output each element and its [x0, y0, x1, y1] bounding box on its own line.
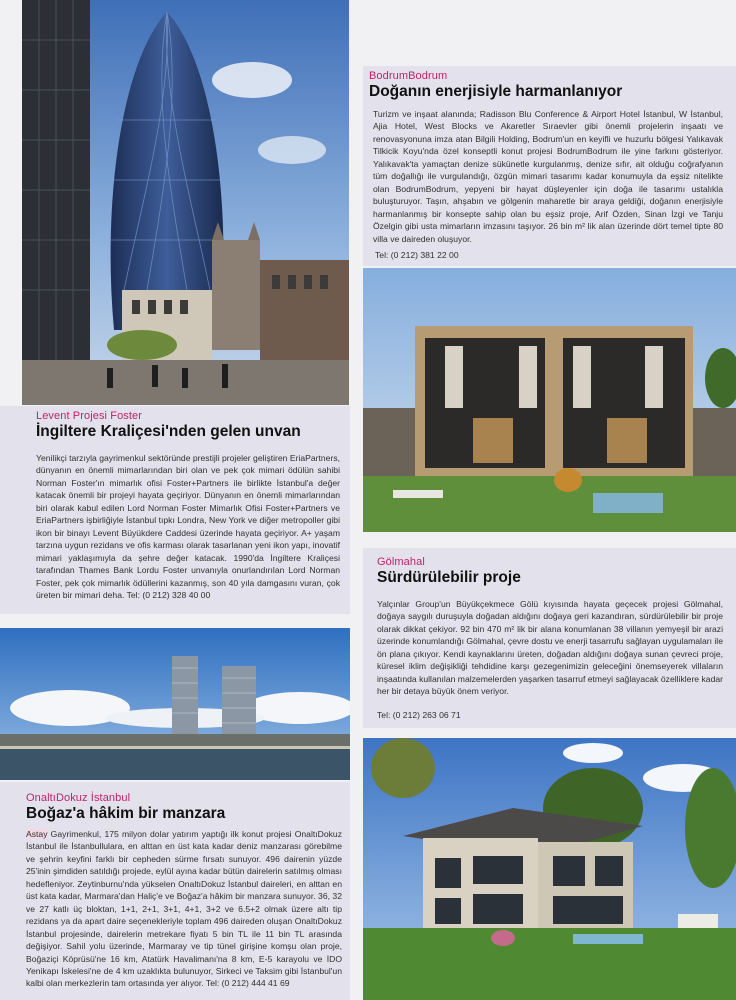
golmahal-kicker: Gölmahal [377, 556, 425, 568]
onaltidokuz-kicker: OnaltıDokuz İstanbul [26, 792, 131, 804]
bodrum-phone: Tel: (0 212) 381 22 00 [375, 250, 459, 260]
onaltidokuz-body [26, 828, 342, 990]
levent-phone: Tel: (0 212) 328 40 00 [126, 589, 211, 600]
bodrum-headline: Doğanın enerjisiyle harmanlanıyor [369, 83, 623, 100]
bodrum-villa-photo [363, 268, 736, 532]
onaltidokuz-body-text: Gayrimenkul, 175 milyon dolar yatırım yaptığı ilk konut projesi OnaltıDokuz İstanbul ile İstanbullulara, en alttan en üst kata kadar deniz manzarası görebilme ve şehrin keyfini farklı bir cepheden sürme fırsatı sunuyor. 496 dairenin yüzde 25'inin şimdiden satıldığı projede, eylül ayına kadar bütün dairelerin satılmış olması hedefleniyor. Zeytinburnu'nda yükselen OnaltıDokuz İstanbul daireleri, en alttan en üst kata kadar, Marmara'dan Haliç'e ve Boğaz'a hâkim bir manzara sunuyor. 36, 32 ve 27 katlı üç bloktan, 1+1, 2+1, 3+1, 4+1, 3+2 ve 6.5+2 olmak üzere altı tip rezidans ya da apart daire seçenekleriyle toplam 496 daireden oluşan OnaltıDokuz İstanbul projesinde, dairelerin metrekare fiyatı 5 bin TL ile 11 bin TL arasında değişiyor. Sahil yolu üzerinde, Marmaray ve tip tünel girişine komşu olan proje, Boğaziçi Köprüsü'ne 16 km, Atatürk Havalimanı'na 8 km, E-5 karayolu ve İDO Yenikapı İskelesi'ne de 4 km uzaklıkta bulunuyor, Sirkeci ve Taksim gibi İstanbul'un kalbi olan merkezlerin tam ortasında yer alıyor. [26, 829, 342, 989]
onaltidokuz-phone: Tel: (0 212) 444 41 69 [205, 978, 290, 989]
levent-body-text: Yenilikçi tarzıyla gayrimenkul sektöründe prestijli projeler geliştiren EriaPartners, dünyanın en önemli mimarlarından biri olan ve pek çok mimari ödülün sahibi Norman Foster'ın mimarlık ofisi Foster+Partners ile birlikte İstanbul'a değer katacak önemli bir projeyi hayata geçiriyor. Dünyanın en önemli mimarlarından biri olarak kabul edilen Lord Norman Foster Mimarlık Ofisi Foster+Partners ve EriaPartners işbirliğiyle İstanbul tıpkı Londra, New York ve diğer metropoller gibi ikon bir binayı Levent Büyükdere Caddesi üzerinde hayata geçiriyor. A+ yaşam tarzına uygun rezidans ve ofis karması olarak tasarlanan yeni ikon yapı, inovatif mimari yaklaşımıyla da şehre değer katacak. 1990'da İngiltere Kraliçesi tarafından Thames Bank Lordu Foster unvanıyla onurlandırılan Lord Norman Foster, pek çok mimarlık ödüllerini kazanmış, son 40 yıla damgasını vuran, çok üreten bir mimari deha. [36, 453, 340, 600]
levent-headline: İngiltere Kraliçesi'nden gelen unvan [36, 423, 301, 440]
bodrum-body: Turizm ve inşaat alanında; Radisson Blu Conference & Airport Hotel İstanbul, W İstanbul, Ajia Hotel, West Blocks ve Akaretler Sıraevler gibi önemli projelerin inşaatı ve renovasyonuna imza atan Bilgili Holding, Bodrum'un en keyifli ve huzurlu bölgesi Yalıkavak Tilkicik Koyu'nda özel konseptli konut projesi BodrumBodrum ile yine farkını gösteriyor. Yalıkavak'ta yamaçtan denize sükünetle kurgulanmış, denize sıfır, ait olduğu coğrafyanın tüm doğallığı ile vurgulandığı, özgün mimari tasarımı kadar konumuyla da eşsiz nitelikte olan BodrumBodrum, yepyeni bir hayat düşleyenler için doğa ile tasarımı ustalıkla buluşturuyor. Taşın, ahşabın ve gölgenin maharetle bir araya geldiği, doğanın enerjisiyle harmanlanmış bir konsepte sahip olan bu eşsiz proje, Arif Özden, Sinan İzgi ve Tanju Özelgin gibi usta mimarların imzasını taşıyor. 26 bin m² lik alan üzerinde dört temel tipte 80 villa ve daireden oluşuyor. [373, 109, 723, 244]
golmahal-villa-photo [363, 738, 736, 1000]
onaltidokuz-article-panel [0, 782, 350, 1000]
levent-body [36, 452, 340, 601]
onaltidokuz-towers-photo [0, 628, 350, 780]
golmahal-phone: Tel: (0 212) 263 06 71 [377, 710, 461, 720]
levent-kicker: Levent Projesi Foster [36, 410, 143, 422]
golmahal-body: Yalçınlar Group'un Büyükçekmece Gölü kıyısında hayata geçecek projesi Gölmahal, doğaya saygılı duruşuyla doğadan aldığını doğaya geri kazandıran, sürdürülebilir bir proje olarak dikkat çekiyor. 92 bin 470 m² lik bir alana konumlanan 38 villanın yemyeşil bir arazi üzerinde konumlandığı Gölmahal, çevre dostu ve enerji tasarrufu sağlayan uygulamaları ile ön plana çıkıyor. Kendi kaynaklarını üreten, doğadan aldığını doğaya sunan çevreci proje, küresel iklim değişikliği tehdidine karşı gezegenimizin geleceğini önemseyerek villaların inşaatında kullanılan malzemelerden yaşarken tasarruf etmeyi sağlayacak özelliklere kadar her bir detaya büyük önem veriyor. [377, 599, 723, 697]
golmahal-article-panel [363, 548, 736, 728]
gherkin-tower-photo [22, 0, 349, 405]
golmahal-headline: Sürdürülebilir proje [377, 569, 521, 586]
levent-article-panel [0, 406, 350, 614]
bodrum-kicker: BodrumBodrum [369, 70, 448, 82]
onaltidokuz-headline: Boğaz'a hâkim bir manzara [26, 805, 226, 822]
bodrum-article-panel [363, 66, 736, 266]
onaltidokuz-lead-word: Astay [26, 829, 48, 839]
